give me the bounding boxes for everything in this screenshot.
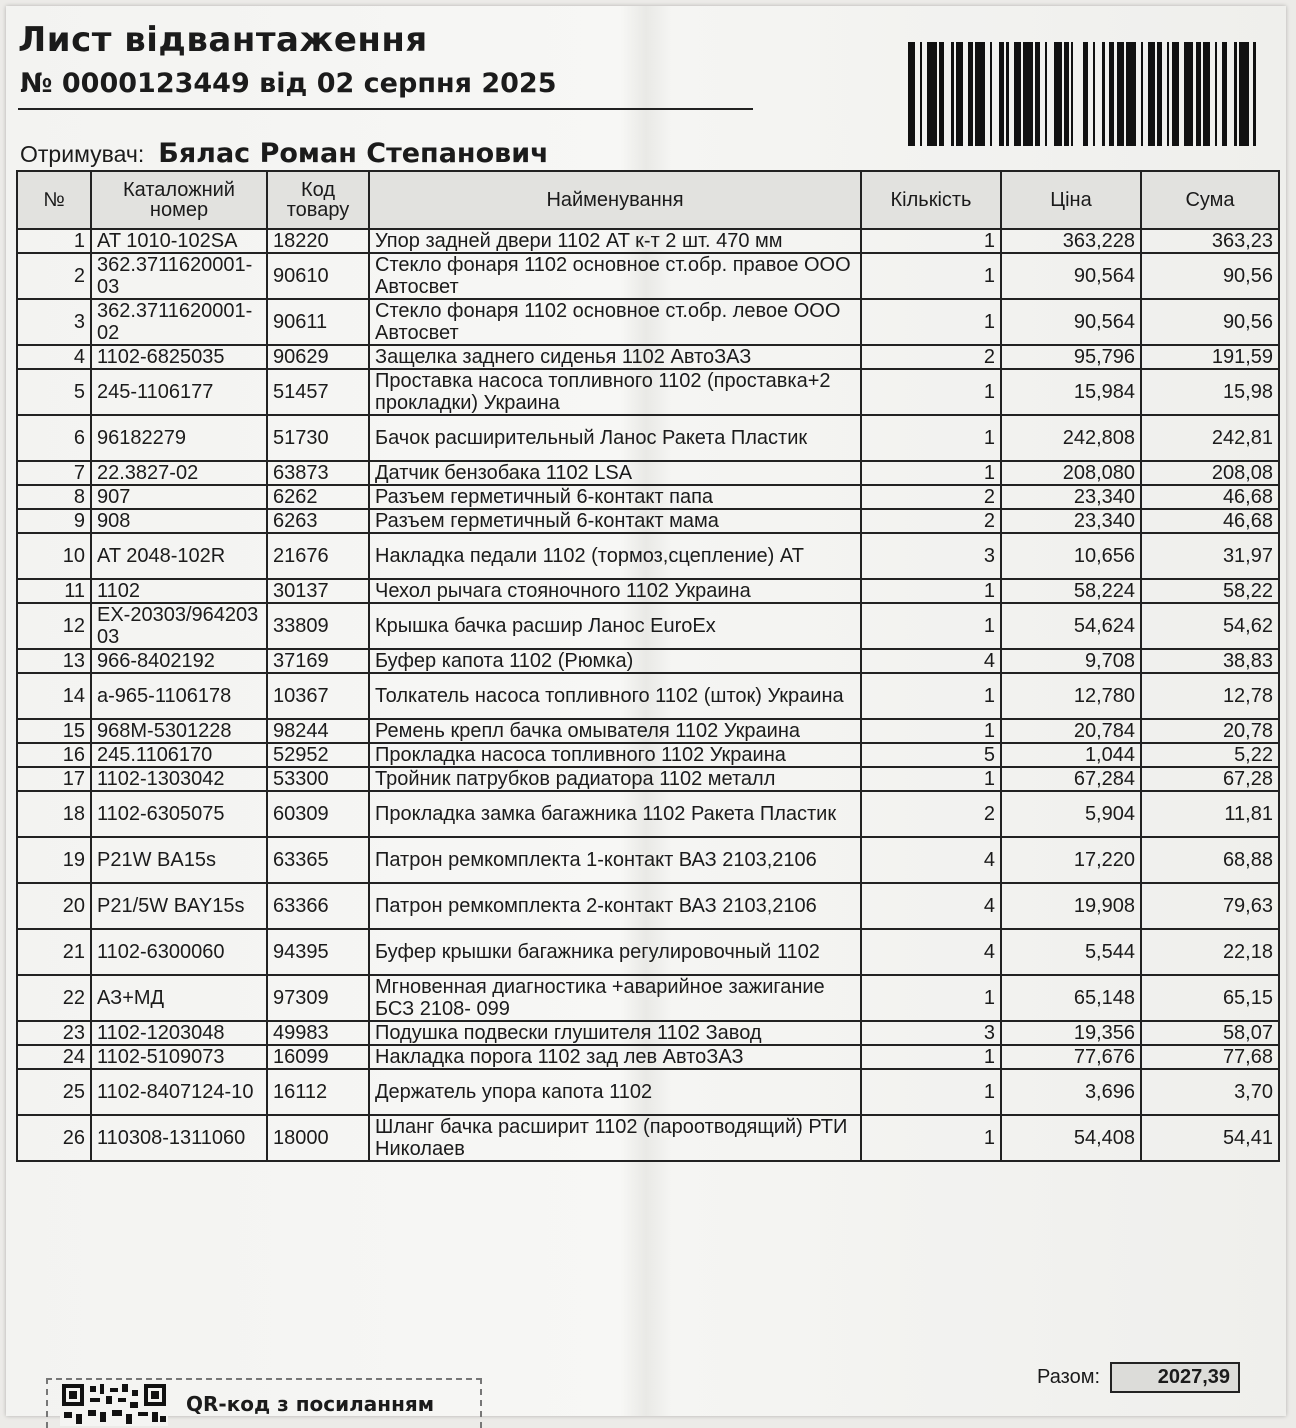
barcode-bar — [1148, 42, 1155, 146]
quantity: 4 — [861, 929, 1001, 975]
product-code: 90629 — [267, 345, 369, 369]
table-row — [17, 299, 1279, 345]
quantity: 5 — [861, 743, 1001, 767]
catalog-number: 1102-5109073 — [91, 1045, 267, 1069]
row-number: 25 — [17, 1069, 91, 1115]
header-sum: Сума — [1141, 171, 1279, 229]
document-number: № 0000123449 від 02 серпня 2025 — [20, 68, 557, 99]
price: 58,224 — [1001, 579, 1141, 603]
quantity: 1 — [861, 603, 1001, 649]
line-sum: 38,83 — [1141, 649, 1279, 673]
catalog-number: P21/5W BAY15s — [91, 883, 267, 929]
catalog-number: 22.3827-02 — [91, 461, 267, 485]
quantity: 1 — [861, 1045, 1001, 1069]
product-code: 51730 — [267, 415, 369, 461]
title-underline — [18, 108, 753, 110]
line-sum: 191,59 — [1141, 345, 1279, 369]
barcode-bar — [1117, 42, 1124, 146]
row-number: 7 — [17, 461, 91, 485]
table-row — [17, 1045, 1279, 1069]
table-row — [17, 883, 1279, 929]
product-code: 33809 — [267, 603, 369, 649]
barcode-bar — [1014, 42, 1021, 146]
quantity: 4 — [861, 883, 1001, 929]
table-row — [17, 767, 1279, 791]
catalog-number: 245-1106177 — [91, 369, 267, 415]
product-name: Шланг бачка расширит 1102 (пароотводящий) РТИ Николаев — [369, 1115, 861, 1161]
product-name: Бачок расширительный Ланос Ракета Пластик — [369, 415, 861, 461]
line-sum: 20,78 — [1141, 719, 1279, 743]
line-sum: 90,56 — [1141, 299, 1279, 345]
line-sum: 54,62 — [1141, 603, 1279, 649]
quantity: 2 — [861, 345, 1001, 369]
row-number: 15 — [17, 719, 91, 743]
product-code: 97309 — [267, 975, 369, 1021]
quantity: 4 — [861, 649, 1001, 673]
row-number: 24 — [17, 1045, 91, 1069]
line-sum: 12,78 — [1141, 673, 1279, 719]
row-number: 5 — [17, 369, 91, 415]
product-name: Крышка бачка расшир Ланос EuroEx — [369, 603, 861, 649]
line-sum: 65,15 — [1141, 975, 1279, 1021]
catalog-number: 1102-6305075 — [91, 791, 267, 837]
product-name: Подушка подвески глушителя 1102 Завод — [369, 1021, 861, 1045]
recipient-name: Бялас Роман Степанович — [158, 138, 549, 169]
product-name: Разъем герметичный 6-контакт мама — [369, 509, 861, 533]
price: 90,564 — [1001, 299, 1141, 345]
product-name: Датчик бензобака 1102 LSA — [369, 461, 861, 485]
line-sum: 11,81 — [1141, 791, 1279, 837]
line-sum: 79,63 — [1141, 883, 1279, 929]
product-name: Толкатель насоса топливного 1102 (шток) Украина — [369, 673, 861, 719]
product-code: 37169 — [267, 649, 369, 673]
price: 5,904 — [1001, 791, 1141, 837]
product-code: 6263 — [267, 509, 369, 533]
row-number: 2 — [17, 253, 91, 299]
qr-label: QR-код з посиланням — [186, 1392, 435, 1416]
header-name: Найменування — [369, 171, 861, 229]
product-name: Стекло фонаря 1102 основное ст.обр. левое ООО Автосвет — [369, 299, 861, 345]
row-number: 20 — [17, 883, 91, 929]
catalog-number: 968M-5301228 — [91, 719, 267, 743]
table-row — [17, 509, 1279, 533]
header-price: Ціна — [1001, 171, 1141, 229]
quantity: 4 — [861, 837, 1001, 883]
quantity: 3 — [861, 1021, 1001, 1045]
quantity: 1 — [861, 229, 1001, 253]
qr-code-icon — [60, 1382, 168, 1426]
catalog-number: 245.1106170 — [91, 743, 267, 767]
price: 17,220 — [1001, 837, 1141, 883]
price: 19,908 — [1001, 883, 1141, 929]
table-row — [17, 743, 1279, 767]
product-name: Накладка педали 1102 (тормоз,сцепление) AT — [369, 533, 861, 579]
row-number: 9 — [17, 509, 91, 533]
header-catalog: Каталожний номер — [91, 171, 267, 229]
line-sum: 68,88 — [1141, 837, 1279, 883]
quantity: 1 — [861, 461, 1001, 485]
price: 15,984 — [1001, 369, 1141, 415]
line-sum: 363,23 — [1141, 229, 1279, 253]
table-row — [17, 603, 1279, 649]
table-header-row — [17, 171, 1279, 229]
row-number: 11 — [17, 579, 91, 603]
row-number: 13 — [17, 649, 91, 673]
product-name: Стекло фонаря 1102 основное ст.обр. правое ООО Автосвет — [369, 253, 861, 299]
product-name: Накладка порога 1102 зад лев АвтоЗАЗ — [369, 1045, 861, 1069]
product-code: 16099 — [267, 1045, 369, 1069]
catalog-number: 362.3711620001-03 — [91, 253, 267, 299]
price: 242,808 — [1001, 415, 1141, 461]
line-sum: 3,70 — [1141, 1069, 1279, 1115]
product-name: Буфер капота 1102 (Рюмка) — [369, 649, 861, 673]
table-row — [17, 975, 1279, 1021]
product-code: 51457 — [267, 369, 369, 415]
catalog-number: AT 1010-102SA — [91, 229, 267, 253]
line-sum: 31,97 — [1141, 533, 1279, 579]
catalog-number: АЗ+МД — [91, 975, 267, 1021]
header-no: № — [17, 171, 91, 229]
barcode-bar — [1239, 42, 1249, 146]
product-name: Прокладка насоса топливного 1102 Украина — [369, 743, 861, 767]
price: 10,656 — [1001, 533, 1141, 579]
price: 1,044 — [1001, 743, 1141, 767]
product-name: Разъем герметичный 6-контакт папа — [369, 485, 861, 509]
table-row — [17, 229, 1279, 253]
barcode-bar — [1126, 42, 1136, 146]
line-sum: 54,41 — [1141, 1115, 1279, 1161]
catalog-number: 1102-6825035 — [91, 345, 267, 369]
catalog-number: 96182279 — [91, 415, 267, 461]
table-row — [17, 837, 1279, 883]
table-row — [17, 673, 1279, 719]
table-row — [17, 719, 1279, 743]
line-sum: 58,22 — [1141, 579, 1279, 603]
quantity: 1 — [861, 719, 1001, 743]
quantity: 1 — [861, 299, 1001, 345]
table-row — [17, 485, 1279, 509]
row-number: 26 — [17, 1115, 91, 1161]
line-sum: 58,07 — [1141, 1021, 1279, 1045]
row-number: 6 — [17, 415, 91, 461]
barcode-bar — [1184, 42, 1194, 146]
product-code: 63366 — [267, 883, 369, 929]
quantity: 1 — [861, 975, 1001, 1021]
quantity: 3 — [861, 533, 1001, 579]
price: 95,796 — [1001, 345, 1141, 369]
line-sum: 15,98 — [1141, 369, 1279, 415]
recipient-label: Отримувач: — [20, 141, 145, 167]
catalog-number: 1102-6300060 — [91, 929, 267, 975]
barcode-bar — [1023, 42, 1033, 146]
product-name: Патрон ремкомплекта 2-контакт ВАЗ 2103,2106 — [369, 883, 861, 929]
barcode-gap — [1256, 42, 1263, 146]
quantity: 2 — [861, 509, 1001, 533]
product-name: Прокладка замка багажника 1102 Ракета Пластик — [369, 791, 861, 837]
table-row — [17, 533, 1279, 579]
line-sum: 208,08 — [1141, 461, 1279, 485]
barcode-gap — [944, 42, 951, 146]
barcode-bar — [908, 42, 915, 146]
product-name: Проставка насоса топливного 1102 (проставка+2 прокладки) Украина — [369, 369, 861, 415]
product-code: 10367 — [267, 673, 369, 719]
product-code: 98244 — [267, 719, 369, 743]
price: 23,340 — [1001, 485, 1141, 509]
header-code: Код товару — [267, 171, 369, 229]
catalog-number: P21W BA15s — [91, 837, 267, 883]
table-row — [17, 415, 1279, 461]
line-sum: 5,22 — [1141, 743, 1279, 767]
product-code: 60309 — [267, 791, 369, 837]
product-code: 16112 — [267, 1069, 369, 1115]
price: 363,228 — [1001, 229, 1141, 253]
line-sum: 90,56 — [1141, 253, 1279, 299]
product-code: 6262 — [267, 485, 369, 509]
product-code: 30137 — [267, 579, 369, 603]
product-code: 63873 — [267, 461, 369, 485]
price: 77,676 — [1001, 1045, 1141, 1069]
price: 67,284 — [1001, 767, 1141, 791]
table-row — [17, 345, 1279, 369]
barcode-gap — [1095, 42, 1102, 146]
table-row — [17, 253, 1279, 299]
catalog-number: 1102-1203048 — [91, 1021, 267, 1045]
product-name: Патрон ремкомплекта 1-контакт ВАЗ 2103,2106 — [369, 837, 861, 883]
product-code: 90610 — [267, 253, 369, 299]
line-sum: 67,28 — [1141, 767, 1279, 791]
quantity: 1 — [861, 1115, 1001, 1161]
catalog-number: 110308-1311060 — [91, 1115, 267, 1161]
price: 20,784 — [1001, 719, 1141, 743]
price: 208,080 — [1001, 461, 1141, 485]
catalog-number: 1102-8407124-10 — [91, 1069, 267, 1115]
line-sum: 46,68 — [1141, 509, 1279, 533]
price: 23,340 — [1001, 509, 1141, 533]
table-row — [17, 649, 1279, 673]
quantity: 1 — [861, 1069, 1001, 1115]
table-row — [17, 929, 1279, 975]
barcode-bar — [975, 42, 985, 146]
price: 54,624 — [1001, 603, 1141, 649]
product-name: Защелка заднего сиденья 1102 АвтоЗАЗ — [369, 345, 861, 369]
catalog-number: EX-20303/96420303 — [91, 603, 267, 649]
product-name: Держатель упора капота 1102 — [369, 1069, 861, 1115]
table-row — [17, 461, 1279, 485]
quantity: 1 — [861, 579, 1001, 603]
quantity: 1 — [861, 673, 1001, 719]
row-number: 12 — [17, 603, 91, 649]
product-name: Ремень крепл бачка омывателя 1102 Украина — [369, 719, 861, 743]
recipient — [20, 138, 549, 169]
line-sum: 22,18 — [1141, 929, 1279, 975]
price: 65,148 — [1001, 975, 1141, 1021]
quantity: 1 — [861, 369, 1001, 415]
catalog-number: 907 — [91, 485, 267, 509]
price: 3,696 — [1001, 1069, 1141, 1115]
barcode-bar — [1054, 42, 1061, 146]
total-label: Разом: — [1037, 1366, 1100, 1388]
row-number: 8 — [17, 485, 91, 509]
table-row — [17, 791, 1279, 837]
table-row — [17, 1069, 1279, 1115]
barcode-bar — [927, 42, 937, 146]
barcode — [908, 42, 1264, 146]
product-code: 94395 — [267, 929, 369, 975]
product-code: 90611 — [267, 299, 369, 345]
row-number: 23 — [17, 1021, 91, 1045]
total — [1037, 1362, 1240, 1393]
row-number: 18 — [17, 791, 91, 837]
items-table — [16, 170, 1280, 1162]
quantity: 1 — [861, 415, 1001, 461]
row-number: 3 — [17, 299, 91, 345]
table-row — [17, 579, 1279, 603]
catalog-number: 908 — [91, 509, 267, 533]
table-row — [17, 369, 1279, 415]
product-code: 18220 — [267, 229, 369, 253]
product-code: 21676 — [267, 533, 369, 579]
product-name: Тройник патрубков радиатора 1102 металл — [369, 767, 861, 791]
catalog-number: 1102 — [91, 579, 267, 603]
shipping-sheet — [6, 6, 1286, 1416]
row-number: 1 — [17, 229, 91, 253]
catalog-number: a-965-1106178 — [91, 673, 267, 719]
catalog-number: AT 2048-102R — [91, 533, 267, 579]
row-number: 22 — [17, 975, 91, 1021]
quantity: 1 — [861, 767, 1001, 791]
barcode-bar — [1203, 42, 1210, 146]
row-number: 10 — [17, 533, 91, 579]
line-sum: 242,81 — [1141, 415, 1279, 461]
row-number: 21 — [17, 929, 91, 975]
product-code: 53300 — [267, 767, 369, 791]
table-row — [17, 1115, 1279, 1161]
catalog-number: 362.3711620001-02 — [91, 299, 267, 345]
price: 9,708 — [1001, 649, 1141, 673]
quantity: 1 — [861, 253, 1001, 299]
row-number: 14 — [17, 673, 91, 719]
product-name: Мгновенная диагностика +аварийное зажигание БСЗ 2108- 099 — [369, 975, 861, 1021]
catalog-number: 966-8402192 — [91, 649, 267, 673]
row-number: 17 — [17, 767, 91, 791]
total-value: 2027,39 — [1110, 1362, 1240, 1393]
barcode-bar — [956, 42, 963, 146]
quantity: 2 — [861, 485, 1001, 509]
product-code: 49983 — [267, 1021, 369, 1045]
row-number: 16 — [17, 743, 91, 767]
price: 19,356 — [1001, 1021, 1141, 1045]
barcode-bar — [1172, 42, 1179, 146]
product-code: 52952 — [267, 743, 369, 767]
quantity: 2 — [861, 791, 1001, 837]
row-number: 19 — [17, 837, 91, 883]
product-code: 63365 — [267, 837, 369, 883]
barcode-gap — [992, 42, 999, 146]
document-title: Лист відвантаження — [18, 20, 428, 60]
price: 12,780 — [1001, 673, 1141, 719]
catalog-number: 1102-1303042 — [91, 767, 267, 791]
header-qty: Кількість — [861, 171, 1001, 229]
barcode-gap — [1047, 42, 1054, 146]
price: 90,564 — [1001, 253, 1141, 299]
barcode-gap — [1073, 42, 1083, 146]
product-name: Чехол рычага стояночного 1102 Украина — [369, 579, 861, 603]
row-number: 4 — [17, 345, 91, 369]
product-code: 18000 — [267, 1115, 369, 1161]
line-sum: 77,68 — [1141, 1045, 1279, 1069]
table-row — [17, 1021, 1279, 1045]
barcode-gap — [1227, 42, 1234, 146]
product-name: Упор задней двери 1102 AT к-т 2 шт. 470 мм — [369, 229, 861, 253]
price: 5,544 — [1001, 929, 1141, 975]
product-name: Буфер крышки багажника регулировочный 1102 — [369, 929, 861, 975]
price: 54,408 — [1001, 1115, 1141, 1161]
line-sum: 46,68 — [1141, 485, 1279, 509]
